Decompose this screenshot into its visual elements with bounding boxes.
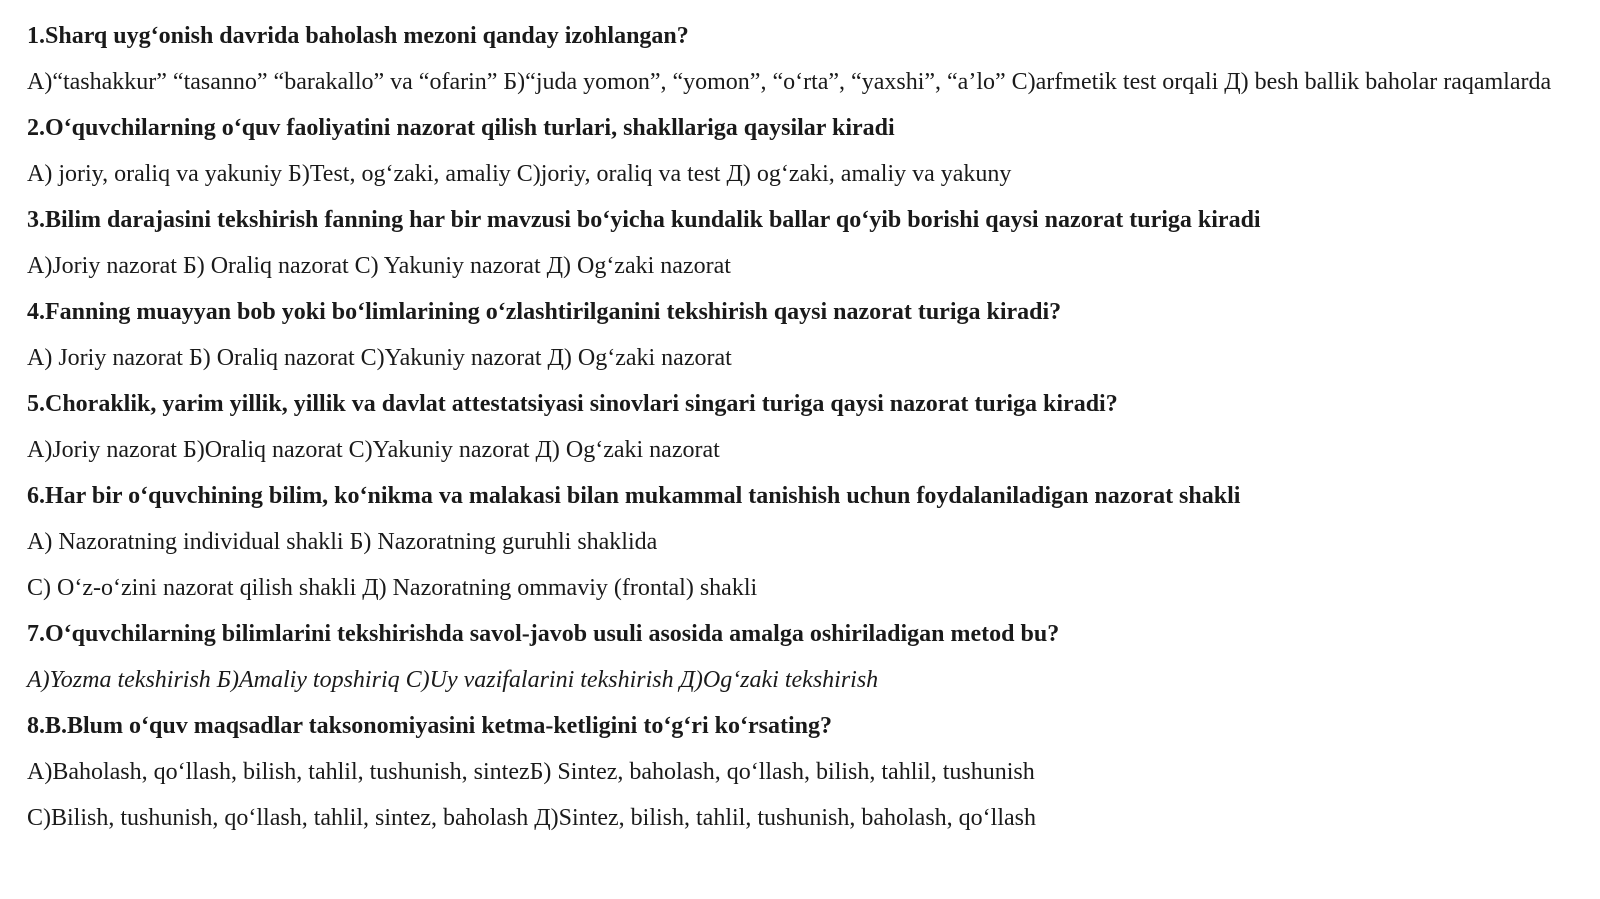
answer-options-8a: A)Baholash, qo‘llash, bilish, tahlil, tushunish, sintezБ) Sintez, baholash, qo‘llash, bilish, tahlil, tushunish [27,759,1035,785]
answer-options-8b: C)Bilish, tushunish, qo‘llash, tahlil, sintez, baholash Д)Sintez, bilish, tahlil, tushunish, baholash, qo‘llash [27,805,1036,831]
answer-options-6b: C) O‘z-o‘zini nazorat qilish shakli Д) Nazoratning ommaviy (frontal) shakli [27,575,758,601]
question-4: 4.Fanning muayyan bob yoki bo‘limlarining o‘zlashtirilganini tekshirish qaysi nazorat turiga kiradi? [27,299,1062,325]
question-2: 2.O‘quvchilarning o‘quv faoliyatini nazorat qilish turlari, shakllariga qaysilar kiradi [27,115,895,141]
question-1: 1.Sharq uyg‘onish davrida baholash mezoni qanday izohlangan? [27,23,689,49]
question-5: 5.Choraklik, yarim yillik, yillik va davlat attestatsiyasi sinovlari singari turiga qaysi nazorat turiga kiradi? [27,391,1118,417]
question-7: 7.O‘quvchilarning bilimlarini tekshirishda savol-javob usuli asosida amalga oshiriladigan metod bu? [27,621,1060,647]
answer-options-6a: A) Nazoratning individual shakli Б) Nazoratning guruhli shaklida [27,529,658,555]
answer-options-2: A) joriy, oraliq va yakuniy Б)Test, og‘zaki, amaliy C)joriy, oraliq va test Д) og‘zaki, amaliy va yakuny [27,161,1012,187]
answer-options-4: A) Joriy nazorat Б) Oraliq nazorat C)Yakuniy nazorat Д) Og‘zaki nazorat [27,345,732,371]
answer-options-1: A)“tashakkur” “tasanno” “barakallo” va “ofarin” Б)“juda yomon”, “yomon”, “o‘rta”, “yaxshi”, “a’lo” C)arfmetik test orqali Д) besh ballik baholar raqamlarda [27,69,1552,95]
answer-options-7: A)Yozma tekshirish Б)Amaliy topshiriq C)Uy vazifalarini tekshirish Д)Og‘zaki tekshirish [27,667,879,693]
answer-options-5: A)Joriy nazorat Б)Oraliq nazorat C)Yakuniy nazorat Д) Og‘zaki nazorat [27,437,720,463]
answer-options-3: A)Joriy nazorat Б) Oraliq nazorat C) Yakuniy nazorat Д) Og‘zaki nazorat [27,253,731,279]
question-3: 3.Bilim darajasini tekshirish fanning har bir mavzusi bo‘yicha kundalik ballar qo‘yib borishi qaysi nazorat turiga kiradi [27,207,1261,233]
question-8: 8.B.Blum o‘quv maqsadlar taksonomiyasini ketma-ketligini to‘g‘ri ko‘rsating? [27,713,832,739]
question-6: 6.Har bir o‘quvchining bilim, ko‘nikma va malakasi bilan mukammal tanishish uchun foydalaniladigan nazorat shakli [27,483,1241,509]
